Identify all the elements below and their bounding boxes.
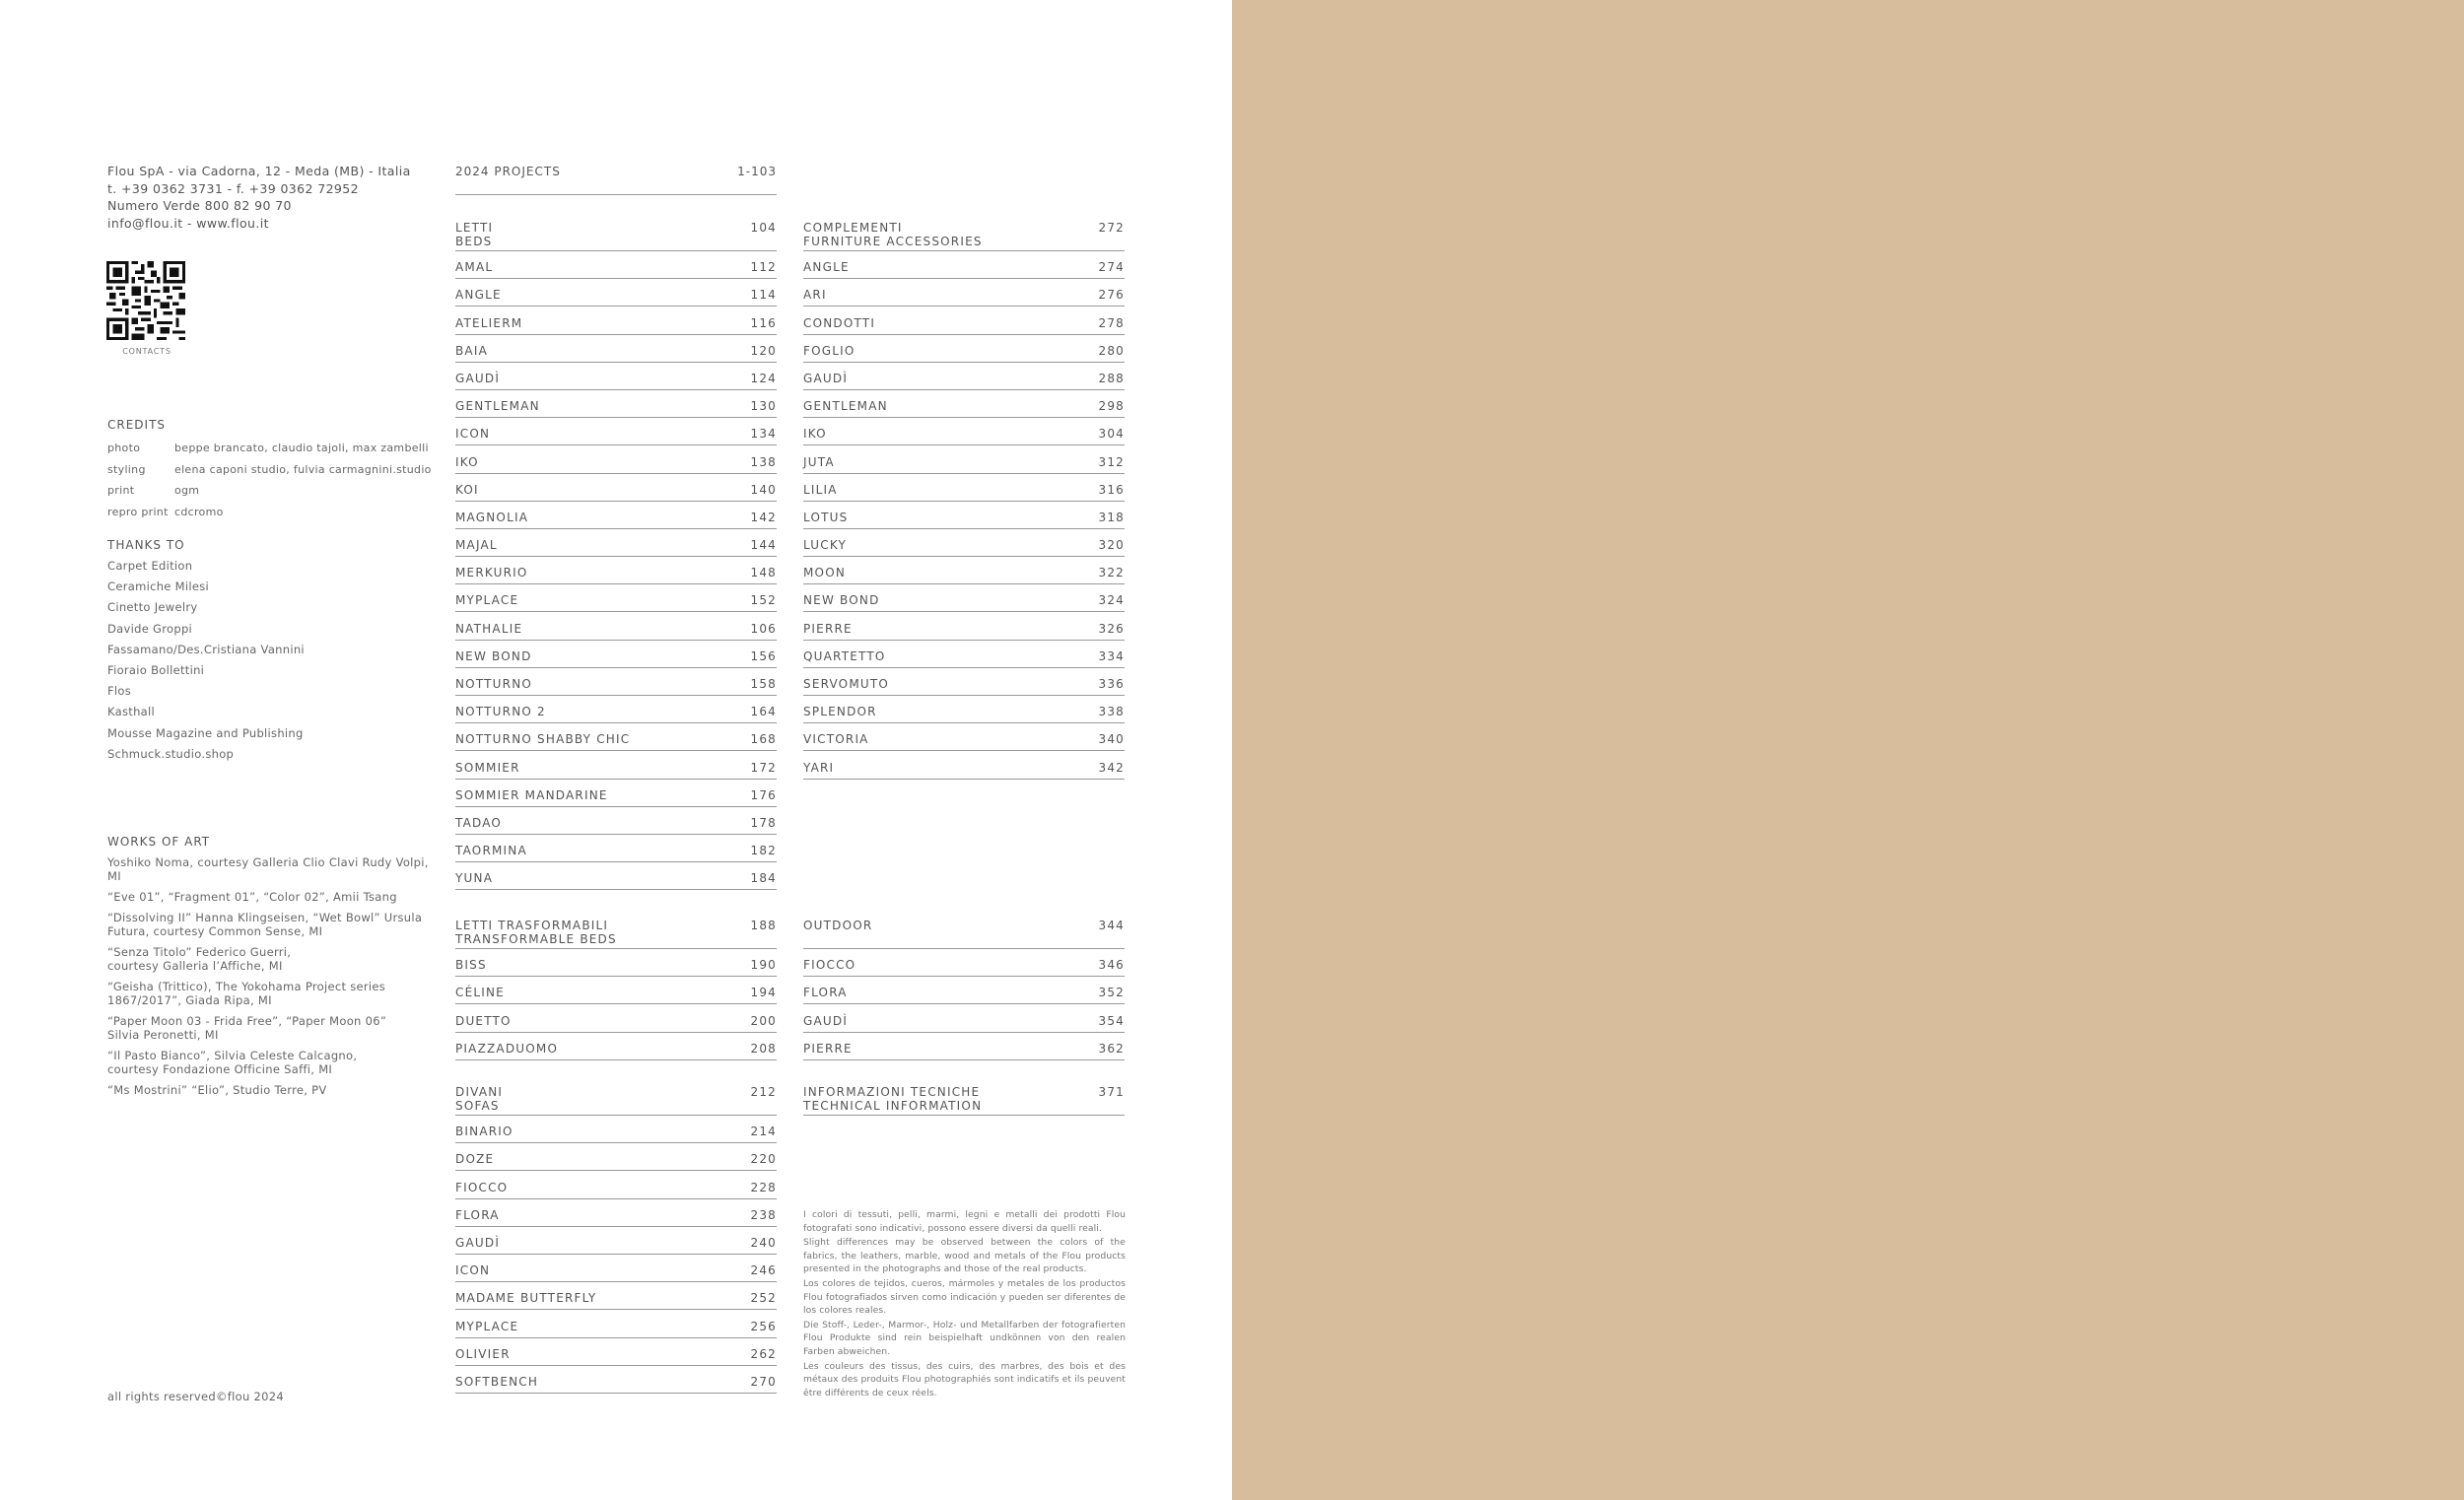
- index-row[interactable]: [455, 390, 777, 418]
- row-name: GENTLEMAN: [455, 399, 540, 414]
- row-name: PIAZZADUOMO: [455, 1041, 559, 1056]
- thanks-section: [107, 538, 305, 765]
- row-page: 334: [1098, 648, 1125, 663]
- credits-key: print: [107, 484, 135, 497]
- row-name: CÉLINE: [455, 986, 505, 1000]
- credits-key: styling: [107, 462, 146, 476]
- row-name: VICTORIA: [803, 732, 869, 747]
- row-name: BINARIO: [455, 1125, 513, 1139]
- row-name: SERVOMUTO: [803, 677, 890, 691]
- credits-row: [107, 459, 432, 481]
- row-name: GENTLEMAN: [803, 399, 888, 414]
- credits-value: cdcromo: [174, 505, 224, 518]
- row-page: 168: [750, 732, 777, 747]
- row-name: MAGNOLIA: [455, 510, 529, 524]
- section-title: DIVANI: [455, 1085, 504, 1099]
- index-row[interactable]: [455, 612, 777, 640]
- row-name: SOMMIER MANDARINE: [455, 787, 608, 802]
- row-page: 208: [750, 1041, 777, 1056]
- row-name: NOTTURNO 2: [455, 705, 546, 719]
- row-page: 312: [1098, 454, 1125, 469]
- section-subtitle: BEDS: [455, 235, 493, 248]
- row-name: FIOCCO: [455, 1180, 509, 1194]
- index-row[interactable]: [455, 807, 777, 835]
- list-letti: [455, 221, 777, 890]
- works-item: “Paper Moon 03 - Frida Free”, “Paper Moon 06” Silvia Peronetti, MI: [107, 1014, 387, 1042]
- row-page: 114: [750, 288, 777, 303]
- row-name: NEW BOND: [803, 593, 880, 608]
- row-name: YARI: [803, 760, 835, 775]
- row-page: 278: [1098, 315, 1125, 330]
- index-row[interactable]: [455, 445, 777, 473]
- row-name: NOTTURNO: [455, 677, 533, 691]
- row-page: 246: [750, 1263, 777, 1278]
- row-name: GAUDÌ: [803, 1013, 849, 1028]
- works-item: Yoshiko Noma, courtesy Galleria Clio Clavi Rudy Volpi, MI: [107, 855, 429, 883]
- row-page: 130: [750, 399, 777, 414]
- row-page: 288: [1098, 371, 1125, 385]
- row-name: GAUDÌ: [455, 1235, 501, 1250]
- index-row[interactable]: [455, 1004, 777, 1032]
- row-page: 316: [1098, 482, 1125, 497]
- row-name: PIERRE: [803, 621, 853, 636]
- row-page: 144: [750, 538, 777, 553]
- row-page: 158: [750, 677, 777, 691]
- works-item: “Eve 01”, “Fragment 01”, “Color 02”, Amii Tsang: [107, 890, 397, 904]
- index-row[interactable]: [803, 584, 1125, 612]
- row-name: FIOCCO: [803, 958, 856, 973]
- thanks-item: Fioraio Bollettini: [107, 662, 205, 677]
- row-page: 176: [750, 787, 777, 802]
- row-page: 322: [1098, 566, 1125, 580]
- row-name: QUARTETTO: [803, 648, 886, 663]
- section-title: OUTDOOR: [803, 919, 873, 932]
- row-name: LUCKY: [803, 538, 848, 553]
- section-page: 104: [750, 221, 777, 235]
- row-page: 352: [1098, 986, 1125, 1000]
- row-name: DUETTO: [455, 1013, 512, 1028]
- row-name: FOGLIO: [803, 343, 856, 358]
- index-row[interactable]: [803, 612, 1125, 640]
- works-item: “Dissolving II” Hanna Klingseisen, “Wet Bowl” Ursula Futura, courtesy Common Sense, MI: [107, 911, 423, 938]
- row-page: 116: [750, 315, 777, 330]
- index-row[interactable]: [455, 1366, 777, 1394]
- index-row[interactable]: [455, 1171, 777, 1198]
- row-page: 214: [750, 1125, 777, 1139]
- row-page: 298: [1098, 399, 1125, 414]
- credits-row: [107, 502, 432, 523]
- contact-toll-free: Numero Verde 800 82 90 70: [107, 198, 292, 213]
- thanks-item: Ceramiche Milesi: [107, 580, 209, 594]
- index-row[interactable]: [803, 723, 1125, 751]
- index-row[interactable]: [803, 474, 1125, 502]
- row-page: 140: [750, 482, 777, 497]
- index-row[interactable]: [455, 474, 777, 502]
- credits-key: photo: [107, 442, 141, 454]
- section-subtitle: FURNITURE ACCESSORIES: [803, 235, 983, 248]
- row-page: 238: [750, 1207, 777, 1222]
- row-page: 138: [750, 454, 777, 469]
- projects-label: 2024 PROJECTS: [455, 165, 561, 178]
- row-name: IKO: [803, 427, 827, 442]
- row-page: 106: [750, 621, 777, 636]
- index-row[interactable]: [803, 641, 1125, 668]
- list-outdoor: [803, 919, 1125, 1060]
- index-row[interactable]: [455, 1199, 777, 1227]
- row-name: MADAME BUTTERFLY: [455, 1291, 597, 1306]
- row-name: NATHALIE: [455, 621, 523, 636]
- index-row[interactable]: [803, 1033, 1125, 1060]
- works-item: “Il Pasto Bianco”, Silvia Celeste Calcagno, courtesy Fondazione Officine Saffi, MI: [107, 1049, 358, 1076]
- row-page: 276: [1098, 288, 1125, 303]
- row-page: 326: [1098, 621, 1125, 636]
- qr-label: CONTACTS: [122, 347, 171, 356]
- row-page: 362: [1098, 1041, 1125, 1056]
- index-row[interactable]: [455, 977, 777, 1004]
- row-page: 318: [1098, 510, 1125, 524]
- row-name: ARI: [803, 288, 827, 303]
- section-heading[interactable]: [803, 1085, 1125, 1116]
- section-page: 188: [750, 919, 777, 932]
- index-row[interactable]: [803, 502, 1125, 529]
- row-name: FLORA: [455, 1207, 500, 1222]
- row-name: DOZE: [455, 1152, 495, 1167]
- row-name: SPLENDOR: [803, 705, 877, 719]
- row-name: LOTUS: [803, 510, 849, 524]
- row-name: MAJAL: [455, 538, 498, 553]
- index-row[interactable]: [803, 529, 1125, 557]
- thanks-item: Kasthall: [107, 705, 156, 719]
- contact-phone: t. +39 0362 3731 - f. +39 0362 72952: [107, 180, 359, 196]
- row-page: 338: [1098, 705, 1125, 719]
- row-page: 120: [750, 343, 777, 358]
- index-row[interactable]: [455, 584, 777, 612]
- index-row[interactable]: [803, 363, 1125, 390]
- thanks-item: Mousse Magazine and Publishing: [107, 725, 304, 740]
- thanks-item: Flos: [107, 684, 132, 699]
- index-row[interactable]: [455, 529, 777, 557]
- row-page: 252: [750, 1291, 777, 1306]
- index-row[interactable]: [455, 696, 777, 723]
- row-name: IKO: [455, 454, 479, 469]
- works-item: “Senza Titolo” Federico Guerri, courtesy Galleria l’Affiche, MI: [107, 945, 292, 973]
- credits-key: repro print: [107, 505, 169, 518]
- disclaimer-de: Die Stoff-, Leder-, Marmor-, Holz- und Metallfarben der fotografierten Flou Produkte sind rein beispielhaft undkönnen von den realen Farben abweichen.: [803, 1319, 1126, 1357]
- row-page: 240: [750, 1235, 777, 1250]
- index-row[interactable]: [455, 949, 777, 977]
- section-heading[interactable]: [455, 1085, 777, 1116]
- row-name: ANGLE: [803, 260, 850, 275]
- index-row[interactable]: [803, 335, 1125, 363]
- index-row[interactable]: [803, 1004, 1125, 1032]
- index-row[interactable]: [455, 279, 777, 307]
- row-name: CONDOTTI: [803, 315, 876, 330]
- qr-code-icon[interactable]: [106, 261, 185, 340]
- row-page: 172: [750, 760, 777, 775]
- works-item: “Ms Mostrini” “Elio”, Studio Terre, PV: [107, 1083, 327, 1097]
- list-complementi: [803, 221, 1125, 780]
- credits-row: [107, 480, 432, 502]
- index-row[interactable]: [803, 251, 1125, 279]
- index-row[interactable]: [455, 862, 777, 890]
- index-row[interactable]: [803, 949, 1125, 977]
- credits-value: elena caponi studio, fulvia carmagnini.studio: [174, 462, 432, 476]
- section-heading[interactable]: [455, 919, 777, 949]
- index-row[interactable]: [455, 1338, 777, 1366]
- thanks-item: Davide Groppi: [107, 621, 193, 636]
- row-page: 256: [750, 1319, 777, 1333]
- row-name: MYPLACE: [455, 593, 519, 608]
- section-heading[interactable]: [803, 221, 1125, 251]
- row-name: BAIA: [455, 343, 488, 358]
- works-item: “Geisha (Trittico), The Yokohama Project series 1867/2017”, Giada Ripa, MI: [107, 980, 386, 1007]
- projects-pages: 1-103: [737, 165, 777, 178]
- index-row[interactable]: [803, 751, 1125, 779]
- row-page: 142: [750, 510, 777, 524]
- row-page: 336: [1098, 677, 1125, 691]
- row-page: 124: [750, 371, 777, 385]
- disclaimer-en: Slight differences may be observed between the colors of the fabrics, the leathers, marble, wood and metals of the Flou products presented in the photographs and those of the real products.: [803, 1237, 1126, 1275]
- credits-title: CREDITS: [107, 418, 167, 432]
- list-divani: [455, 1085, 777, 1394]
- row-name: BISS: [455, 958, 487, 973]
- row-name: KOI: [455, 482, 479, 497]
- row-name: JUTA: [803, 454, 835, 469]
- row-name: TAORMINA: [455, 844, 527, 858]
- copyright: all rights reserved©flou 2024: [107, 1390, 284, 1403]
- row-page: 184: [750, 871, 777, 886]
- section-page: 371: [1098, 1085, 1125, 1099]
- row-page: 228: [750, 1180, 777, 1194]
- row-name: ICON: [455, 427, 491, 442]
- contact-block: [107, 163, 411, 232]
- row-name: ATELIERM: [455, 315, 523, 330]
- row-page: 304: [1098, 427, 1125, 442]
- row-name: YUNA: [455, 871, 494, 886]
- section-subtitle: TRANSFORMABLE BEDS: [455, 932, 617, 946]
- index-row[interactable]: [455, 1282, 777, 1310]
- thanks-item: Schmuck.studio.shop: [107, 746, 235, 761]
- row-name: SOMMIER: [455, 760, 520, 775]
- row-name: MYPLACE: [455, 1319, 519, 1333]
- index-row[interactable]: [803, 668, 1125, 696]
- row-name: AMAL: [455, 260, 494, 275]
- list-trasformabili: [455, 919, 777, 1060]
- list-tecniche: [803, 1085, 1125, 1116]
- index-row[interactable]: [455, 251, 777, 279]
- row-name: PIERRE: [803, 1041, 853, 1056]
- index-row[interactable]: [803, 307, 1125, 334]
- index-row[interactable]: [455, 335, 777, 363]
- index-row[interactable]: [455, 307, 777, 334]
- row-page: 182: [750, 844, 777, 858]
- row-page: 342: [1098, 760, 1125, 775]
- index-row[interactable]: [455, 418, 777, 445]
- section-page: 212: [750, 1085, 777, 1099]
- row-page: 200: [750, 1013, 777, 1028]
- credits-section: [107, 418, 432, 522]
- row-name: GAUDÌ: [455, 371, 501, 385]
- row-name: MERKURIO: [455, 566, 528, 580]
- works-title: WORKS OF ART: [107, 835, 211, 849]
- row-name: ANGLE: [455, 288, 502, 303]
- index-row[interactable]: [803, 418, 1125, 445]
- index-row[interactable]: [455, 835, 777, 862]
- index-row[interactable]: [455, 1310, 777, 1337]
- row-page: 194: [750, 986, 777, 1000]
- index-row[interactable]: [455, 1143, 777, 1171]
- index-row[interactable]: [455, 780, 777, 807]
- row-page: 320: [1098, 538, 1125, 553]
- index-row[interactable]: [803, 390, 1125, 418]
- section-title: LETTI TRASFORMABILI: [455, 919, 609, 932]
- row-name: SOFTBENCH: [455, 1374, 539, 1389]
- section-title: LETTI: [455, 221, 494, 235]
- works-section: [107, 835, 433, 1097]
- row-page: 340: [1098, 732, 1125, 747]
- section-title: INFORMAZIONI TECNICHE: [803, 1085, 981, 1099]
- section-heading[interactable]: [803, 919, 1125, 949]
- disclaimer-it: I colori di tessuti, pelli, marmi, legni e metalli dei prodotti Flou fotografati sono indicativi, possono essere diversi da quelli reali.: [803, 1209, 1126, 1234]
- row-page: 190: [750, 958, 777, 973]
- row-page: 274: [1098, 260, 1125, 275]
- row-name: FLORA: [803, 986, 848, 1000]
- credits-value: beppe brancato, claudio tajoli, max zambelli: [174, 442, 429, 454]
- row-name: TADAO: [455, 815, 503, 830]
- color-disclaimer: [803, 1208, 1126, 1400]
- row-name: ICON: [455, 1263, 491, 1278]
- row-page: 324: [1098, 593, 1125, 608]
- thanks-item: Carpet Edition: [107, 559, 193, 573]
- row-page: 156: [750, 648, 777, 663]
- index-row[interactable]: [803, 445, 1125, 473]
- contact-web[interactable]: info@flou.it - www.flou.it: [107, 215, 269, 231]
- index-row[interactable]: [455, 1033, 777, 1060]
- section-page: 272: [1098, 221, 1125, 235]
- row-name: MOON: [803, 566, 847, 580]
- index-row[interactable]: [803, 557, 1125, 584]
- row-page: 148: [750, 566, 777, 580]
- index-row[interactable]: [455, 502, 777, 529]
- contact-address: Flou SpA - via Cadorna, 12 - Meda (MB) - Italia: [107, 164, 411, 178]
- credits-row: [107, 438, 432, 459]
- index-row[interactable]: [803, 696, 1125, 723]
- disclaimer-es: Los colores de tejidos, cueros, mármoles y metales de los productos Flou fotografiados sirven como indicación y pueden ser diferentes de los colores reales.: [803, 1277, 1126, 1317]
- index-row[interactable]: [455, 363, 777, 390]
- index-row[interactable]: [455, 668, 777, 696]
- row-page: 220: [750, 1152, 777, 1167]
- disclaimer-fr: Les couleurs des tissus, des cuirs, des marbres, des bois et des métaux des produits Flou photographiés sont indicatifs et ils peuvent être différents de ceux réels.: [803, 1360, 1126, 1398]
- row-name: NEW BOND: [455, 648, 532, 663]
- row-page: 354: [1098, 1013, 1125, 1028]
- index-row[interactable]: [455, 641, 777, 668]
- section-subtitle: SOFAS: [455, 1099, 500, 1113]
- index-row[interactable]: [455, 557, 777, 584]
- thanks-title: THANKS TO: [107, 538, 185, 552]
- section-heading[interactable]: [455, 221, 777, 251]
- row-page: 270: [750, 1374, 777, 1389]
- beige-panel: [1232, 0, 2464, 1500]
- row-page: 134: [750, 427, 777, 442]
- section-title: COMPLEMENTI: [803, 221, 903, 235]
- index-row[interactable]: [455, 1227, 777, 1255]
- row-page: 178: [750, 815, 777, 830]
- row-page: 152: [750, 593, 777, 608]
- index-row[interactable]: [803, 977, 1125, 1004]
- row-page: 280: [1098, 343, 1125, 358]
- row-name: LILIA: [803, 482, 838, 497]
- row-name: OLIVIER: [455, 1346, 511, 1361]
- row-page: 346: [1098, 958, 1125, 973]
- section-page: 344: [1098, 919, 1125, 932]
- index-row[interactable]: [455, 723, 777, 751]
- index-row[interactable]: [803, 279, 1125, 307]
- row-page: 112: [750, 260, 777, 275]
- thanks-item: Cinetto Jewelry: [107, 600, 198, 615]
- credits-value: ogm: [174, 484, 200, 497]
- row-name: NOTTURNO SHABBY CHIC: [455, 732, 631, 747]
- row-page: 164: [750, 705, 777, 719]
- thanks-item: Fassamano/Des.Cristiana Vannini: [107, 642, 305, 656]
- index-row[interactable]: [455, 1116, 777, 1143]
- index-row[interactable]: [455, 1255, 777, 1282]
- projects-header: [455, 165, 777, 195]
- index-row[interactable]: [455, 751, 777, 779]
- section-subtitle: TECHNICAL INFORMATION: [803, 1099, 983, 1113]
- row-name: GAUDÌ: [803, 371, 849, 385]
- row-page: 262: [750, 1346, 777, 1361]
